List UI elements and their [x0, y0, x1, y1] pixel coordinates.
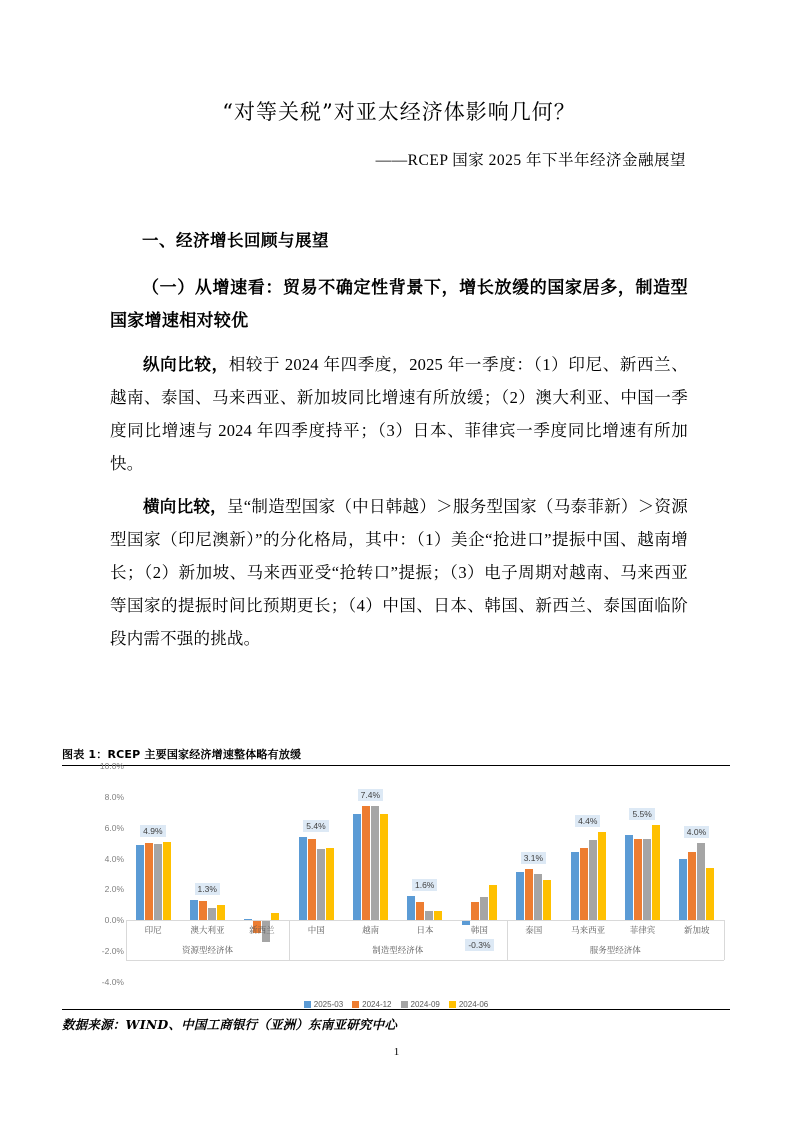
- x-axis-tick-label: 印尼: [144, 925, 162, 936]
- page-number: 1: [393, 1046, 400, 1058]
- chart-plot-area: [126, 766, 724, 982]
- x-axis-group-label: 制造型经济体: [372, 945, 424, 956]
- bar: [407, 896, 415, 921]
- data-label: -0.3%: [465, 939, 493, 951]
- bar: [634, 839, 642, 921]
- paragraph-vertical-comparison: [110, 348, 688, 480]
- bar: [416, 902, 424, 921]
- figure-1: [62, 746, 730, 1033]
- legend-swatch-icon: [352, 1001, 359, 1008]
- bar: [299, 837, 307, 920]
- bar: [697, 843, 705, 920]
- group-separator: [289, 920, 290, 960]
- y-axis-tick: 4.0%: [104, 853, 124, 864]
- bar: [425, 911, 433, 920]
- subsection-heading: （一）从增速看：贸易不确定性背景下，增长放缓的国家居多，制造型国家增速相对较优: [110, 278, 688, 331]
- chart-legend: [62, 1000, 730, 1009]
- legend-item: [449, 1000, 488, 1009]
- bar: [652, 825, 660, 921]
- paragraph2-lead: 横向比较，: [143, 497, 227, 516]
- legend-label: 2024-09: [410, 1000, 440, 1009]
- chart-bars: [126, 766, 724, 982]
- legend-item: [352, 1000, 391, 1009]
- group-separator: [126, 920, 127, 960]
- y-axis-ticks: [62, 761, 124, 1009]
- legend-swatch-icon: [304, 1001, 311, 1008]
- x-axis-tick-label: 越南: [362, 925, 380, 936]
- group-baseline: [126, 960, 289, 961]
- y-axis-tick: 10.0%: [99, 761, 124, 771]
- y-axis-tick: -2.0%: [101, 946, 124, 957]
- data-label: 1.6%: [412, 879, 437, 891]
- data-label: 3.1%: [521, 852, 546, 864]
- paragraph1-body: 相较于 2024 年四季度，2025 年一季度：（1）印尼、新西兰、越南、泰国、马来西亚、新加坡同比增速有所放缓；（2）澳大利亚、中国一季度同比增速与 2024 年四季度持平；（3）日本、菲律宾一季度同比增速有所加快。: [110, 355, 688, 473]
- figure-caption: 图表 1：RCEP 主要国家经济增速整体略有放缓: [62, 748, 302, 761]
- bar: [706, 868, 714, 920]
- x-axis-group-label: 服务型经济体: [589, 945, 641, 956]
- bar: [199, 901, 207, 920]
- x-axis-tick-label: 韩国: [470, 925, 488, 936]
- bar-chart: [62, 761, 730, 1009]
- x-axis-tick-label: 澳大利亚: [190, 925, 225, 936]
- y-axis-tick: 2.0%: [104, 884, 124, 895]
- paragraph2-body: 呈“制造型国家（中日韩越）＞服务型国家（马泰菲新）＞资源型国家（印尼澳新）”的分化格局，其中：（1）美企“抢进口”提振中国、越南增长；（2）新加坡、马来西亚受“抢转口”提振；（3）电子周期对越南、马来西亚等国家的提振时间比预期更长；（4）中国、日本、韩国、新西兰、泰国面临阶段内需不强的挑战。: [110, 497, 688, 648]
- paragraph1-lead: 纵向比较，: [143, 355, 229, 374]
- bar: [434, 911, 442, 920]
- legend-label: 2024-12: [362, 1000, 392, 1009]
- data-label: 1.3%: [195, 883, 220, 895]
- bar: [580, 848, 588, 921]
- bar: [145, 843, 153, 920]
- bar: [679, 859, 687, 921]
- section-heading: 一、经济增长回顾与展望: [142, 231, 329, 250]
- bar: [326, 848, 334, 921]
- group-separator: [507, 920, 508, 960]
- bar: [154, 844, 162, 920]
- data-label: 4.0%: [684, 826, 709, 838]
- bar: [480, 897, 488, 920]
- x-axis-group-label: 资源型经济体: [182, 945, 234, 956]
- bar: [688, 852, 696, 920]
- bar: [308, 839, 316, 921]
- legend-swatch-icon: [449, 1001, 456, 1008]
- group-separator: [724, 920, 725, 960]
- y-axis-tick: -4.0%: [101, 977, 124, 987]
- bar: [163, 842, 171, 920]
- page-title: “对等关税”对亚太经济体影响几何？: [222, 100, 576, 124]
- document-body: [110, 96, 688, 655]
- zero-axis-line: [126, 920, 724, 921]
- bar: [380, 814, 388, 920]
- x-axis-tick-label: 泰国: [525, 925, 543, 936]
- figure-source: 数据来源：WIND、中国工商银行（亚洲）东南亚研究中心: [62, 1017, 398, 1032]
- bar: [571, 852, 579, 920]
- x-axis-tick-label: 新西兰: [249, 925, 275, 936]
- bar: [371, 806, 379, 920]
- bar: [362, 806, 370, 920]
- data-label: 7.4%: [358, 789, 383, 801]
- bar: [643, 839, 651, 921]
- bar: [471, 902, 479, 921]
- x-axis-tick-label: 新加坡: [684, 925, 710, 936]
- x-axis-tick-label: 菲律宾: [629, 925, 656, 936]
- bar: [317, 849, 325, 920]
- bar: [489, 885, 497, 920]
- legend-swatch-icon: [401, 1001, 408, 1008]
- group-baseline: [507, 960, 724, 961]
- bar: [589, 840, 597, 920]
- bar: [625, 835, 633, 920]
- bar: [217, 905, 225, 920]
- bar: [543, 880, 551, 920]
- bar: [534, 874, 542, 920]
- x-axis-tick-label: 日本: [416, 925, 434, 936]
- document-subtitle: ——RCEP 国家 2025 年下半年经济金融展望: [375, 152, 686, 169]
- data-label: 4.9%: [140, 825, 165, 837]
- y-axis-tick: 6.0%: [104, 822, 124, 833]
- y-axis-tick: 8.0%: [104, 791, 124, 802]
- bar: [516, 872, 524, 920]
- x-axis-tick-label: 中国: [307, 925, 325, 936]
- x-axis-tick-label: 马来西亚: [571, 925, 606, 936]
- bar: [353, 814, 361, 920]
- bar: [598, 832, 606, 920]
- group-baseline: [289, 960, 506, 961]
- y-axis-tick: 0.0%: [104, 915, 124, 926]
- legend-label: 2025-03: [313, 1000, 344, 1009]
- paragraph-horizontal-comparison: [110, 490, 688, 655]
- data-label: 4.4%: [575, 815, 600, 827]
- data-label: 5.5%: [629, 808, 654, 820]
- bar: [271, 913, 279, 921]
- bar: [136, 845, 144, 921]
- bar: [525, 869, 533, 920]
- legend-item: [401, 1000, 440, 1009]
- bar: [190, 900, 198, 920]
- legend-item: [304, 1000, 343, 1009]
- legend-label: 2024-06: [458, 1000, 489, 1009]
- bar: [208, 908, 216, 920]
- data-label: 5.4%: [303, 820, 328, 832]
